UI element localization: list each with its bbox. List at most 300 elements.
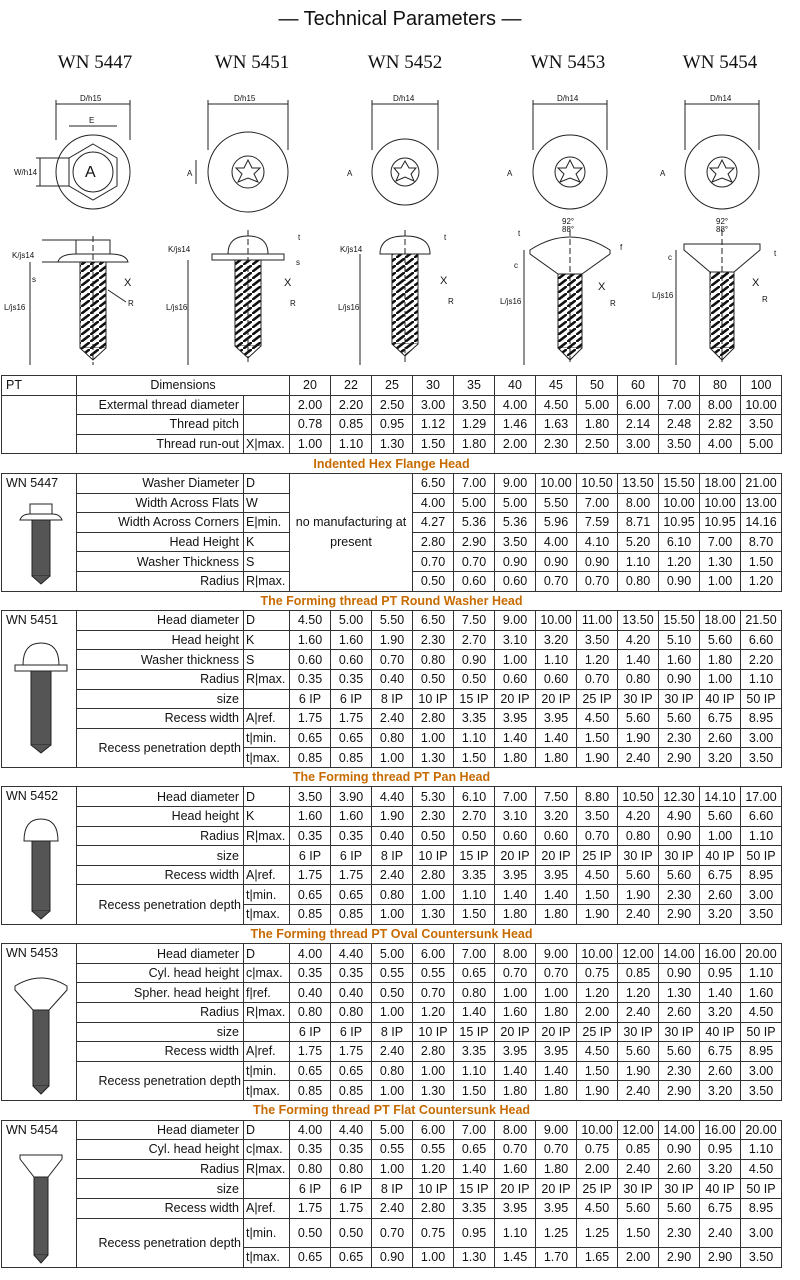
value-cell: 4.40 [331, 944, 372, 964]
value-cell: 0.90 [659, 826, 700, 846]
value-cell: 3.00 [741, 1218, 782, 1247]
table-row [2, 689, 782, 709]
drawing-wn5451 [166, 94, 301, 365]
value-cell: 2.40 [618, 905, 659, 925]
value-cell: 50 IP [741, 1179, 782, 1199]
spec-table [1, 375, 782, 1268]
value-cell: 0.80 [372, 728, 413, 748]
value-cell: 2.30 [536, 434, 577, 454]
row-label: Radius [77, 1003, 244, 1023]
value-cell: 8.95 [741, 865, 782, 885]
value-cell: 20 IP [536, 846, 577, 866]
value-cell: 1.50 [454, 905, 495, 925]
value-cell: 3.95 [495, 1042, 536, 1062]
row-symbol: K [244, 630, 290, 650]
standard-cell [2, 473, 77, 591]
value-cell: 0.50 [413, 669, 454, 689]
row-symbol: R|max. [244, 826, 290, 846]
value-cell: 3.20 [700, 1003, 741, 1023]
value-cell: 20 IP [495, 1179, 536, 1199]
value-cell: 0.65 [331, 1247, 372, 1267]
standard-cell [2, 611, 77, 768]
value-cell: 15 IP [454, 689, 495, 709]
value-cell: 2.00 [577, 1003, 618, 1023]
row-label: Head diameter [77, 787, 244, 807]
value-cell: 0.80 [413, 650, 454, 670]
row-label: Thread pitch [77, 415, 244, 435]
value-cell: 3.50 [741, 748, 782, 768]
row-symbol: K [244, 532, 290, 552]
value-cell: 1.75 [290, 1198, 331, 1218]
value-cell: 50 IP [741, 1022, 782, 1042]
value-cell: 0.60 [495, 669, 536, 689]
row-label: Recess penetration depth [77, 728, 244, 767]
value-cell: 4.27 [413, 513, 454, 533]
header-size-cell: 60 [618, 376, 659, 396]
row-symbol [244, 415, 290, 435]
value-cell: 0.35 [331, 963, 372, 983]
row-symbol: A|ref. [244, 1198, 290, 1218]
value-cell: 10.95 [659, 513, 700, 533]
row-symbol: t|min. [244, 885, 290, 905]
value-cell: 7.00 [454, 473, 495, 493]
value-cell: 4.00 [495, 395, 536, 415]
value-cell: 1.10 [454, 728, 495, 748]
value-cell: 0.60 [495, 826, 536, 846]
drawing-wn5447 [4, 94, 134, 365]
value-cell: 0.85 [290, 1081, 331, 1101]
label-x: X [124, 277, 132, 289]
value-cell: 6 IP [290, 1022, 331, 1042]
row-label: size [77, 846, 244, 866]
value-cell: 4.90 [659, 807, 700, 827]
value-cell: 7.00 [659, 395, 700, 415]
value-cell: 5.60 [659, 1198, 700, 1218]
value-cell: 1.60 [290, 630, 331, 650]
label-l-js16-5453: L/js16 [500, 297, 522, 306]
value-cell: 5.00 [372, 1120, 413, 1140]
value-cell: 1.10 [454, 885, 495, 905]
value-cell: 0.70 [577, 669, 618, 689]
value-cell: 1.00 [700, 826, 741, 846]
value-cell: 6.00 [413, 1120, 454, 1140]
value-cell: 13.50 [618, 473, 659, 493]
value-cell: 1.00 [413, 1061, 454, 1081]
value-cell: 0.95 [454, 1218, 495, 1247]
value-cell: 1.60 [741, 983, 782, 1003]
value-cell: 0.65 [290, 728, 331, 748]
standard-cell [2, 1120, 77, 1267]
row-symbol: R|max. [244, 669, 290, 689]
value-cell: 3.95 [536, 1198, 577, 1218]
value-cell: 1.90 [372, 630, 413, 650]
row-label: Radius [77, 826, 244, 846]
value-cell: 6.75 [700, 1042, 741, 1062]
label-d-h14-5454: D/h14 [710, 94, 732, 103]
row-label: Recess width [77, 1042, 244, 1062]
standard-label-wn5447: WN 5447 [57, 52, 133, 73]
value-cell: 1.20 [741, 571, 782, 591]
standard-label-wn5454: WN 5454 [682, 52, 758, 73]
value-cell: 0.70 [577, 571, 618, 591]
table-row [2, 415, 782, 435]
value-cell: 1.60 [331, 630, 372, 650]
value-cell: 50 IP [741, 846, 782, 866]
value-cell: 1.75 [331, 865, 372, 885]
value-cell: 30 IP [659, 846, 700, 866]
value-cell: 2.00 [495, 434, 536, 454]
value-cell: 7.00 [577, 493, 618, 513]
label-l-js16-5454: L/js16 [652, 291, 674, 300]
value-cell: 6.60 [741, 807, 782, 827]
label-t-5451: t [298, 233, 301, 242]
value-cell: 5.00 [495, 493, 536, 513]
value-cell: 10.95 [700, 513, 741, 533]
value-cell: 1.60 [331, 807, 372, 827]
header-size-cell: 100 [741, 376, 782, 396]
value-cell: 1.00 [495, 983, 536, 1003]
value-cell: 5.36 [495, 513, 536, 533]
value-cell: 10.00 [577, 944, 618, 964]
header-size-cell: 70 [659, 376, 700, 396]
value-cell: 2.60 [700, 728, 741, 748]
value-cell: 5.10 [659, 630, 700, 650]
value-cell: 0.65 [454, 1140, 495, 1160]
label-w-h14: W/h14 [14, 168, 38, 177]
header-size-cell: 30 [413, 376, 454, 396]
table-row [2, 473, 782, 493]
value-cell: 1.40 [700, 983, 741, 1003]
label-92-5454: 92° [716, 217, 729, 226]
value-cell: 0.70 [536, 1140, 577, 1160]
value-cell: 0.90 [659, 669, 700, 689]
value-cell: 5.00 [372, 944, 413, 964]
value-cell: 1.29 [454, 415, 495, 435]
value-cell: 10.00 [741, 395, 782, 415]
value-cell: 1.50 [454, 1081, 495, 1101]
value-cell: 1.20 [659, 552, 700, 572]
label-l-js16-5451: L/js16 [166, 303, 188, 312]
value-cell: 10.50 [618, 787, 659, 807]
label-d-h14-5452: D/h14 [393, 94, 415, 103]
value-cell: 0.80 [454, 983, 495, 1003]
table-row [2, 434, 782, 454]
table-row [2, 1218, 782, 1247]
value-cell: 0.40 [372, 826, 413, 846]
label-x-5454: X [752, 277, 760, 289]
screw-thumbnail [6, 811, 76, 923]
value-cell: 0.90 [372, 1247, 413, 1267]
value-cell: 2.50 [372, 395, 413, 415]
value-cell: 2.30 [659, 885, 700, 905]
value-cell: 0.80 [372, 885, 413, 905]
value-cell: 4.10 [577, 532, 618, 552]
value-cell: 3.20 [700, 748, 741, 768]
value-cell: 0.95 [700, 1140, 741, 1160]
value-cell: 9.00 [536, 944, 577, 964]
value-cell: 1.40 [495, 728, 536, 748]
label-d-h14-5453: D/h14 [557, 94, 579, 103]
label-x-5453: X [598, 281, 606, 293]
section-title-row [2, 454, 782, 474]
table-row [2, 669, 782, 689]
value-cell: 6.00 [413, 944, 454, 964]
value-cell: 0.35 [331, 1140, 372, 1160]
value-cell: 0.90 [536, 552, 577, 572]
value-cell: 3.50 [741, 1081, 782, 1101]
label-r-5451: R [290, 299, 296, 308]
value-cell: 5.60 [700, 630, 741, 650]
value-cell: 1.10 [618, 552, 659, 572]
label-a-5454: A [660, 169, 666, 178]
value-cell: 1.00 [413, 728, 454, 748]
table-row [2, 395, 782, 415]
label-a-5453: A [507, 169, 513, 178]
value-cell: 10 IP [413, 689, 454, 709]
row-symbol: R|max. [244, 1003, 290, 1023]
screw-thumbnail [6, 968, 76, 1098]
value-cell: 0.70 [372, 1218, 413, 1247]
svg-text:A: A [85, 164, 96, 181]
label-e: E [89, 116, 95, 125]
value-cell: 3.95 [536, 709, 577, 729]
row-label: size [77, 689, 244, 709]
value-cell: 2.90 [659, 1081, 700, 1101]
value-cell: 4.50 [741, 1159, 782, 1179]
row-label: Recess penetration depth [77, 1061, 244, 1100]
value-cell: 0.35 [331, 669, 372, 689]
value-cell: 2.82 [700, 415, 741, 435]
value-cell: 2.80 [413, 865, 454, 885]
value-cell: 5.20 [618, 532, 659, 552]
standard-code: WN 5453 [6, 946, 59, 961]
screw-thumbnail [6, 1145, 76, 1267]
value-cell: 3.35 [454, 709, 495, 729]
section-title-row [2, 1100, 782, 1120]
value-cell: 1.30 [413, 1081, 454, 1101]
value-cell: 14.00 [659, 944, 700, 964]
value-cell: 20 IP [495, 1022, 536, 1042]
label-l-js16: L/js16 [4, 303, 26, 312]
table-row [2, 1003, 782, 1023]
value-cell: 6.50 [413, 611, 454, 631]
value-cell: 3.95 [495, 1198, 536, 1218]
row-symbol: R|max. [244, 1159, 290, 1179]
label-l-js16-5452: L/js16 [338, 303, 360, 312]
row-symbol: t|max. [244, 905, 290, 925]
value-cell: 0.70 [536, 571, 577, 591]
label-k-js14-5452: K/js14 [340, 245, 363, 254]
value-cell: 0.70 [577, 826, 618, 846]
value-cell: 0.70 [372, 650, 413, 670]
value-cell: 1.60 [290, 807, 331, 827]
value-cell: 2.60 [659, 1159, 700, 1179]
value-cell: 3.50 [741, 905, 782, 925]
value-cell: 1.20 [413, 1003, 454, 1023]
row-label: Extermal thread diameter [77, 395, 244, 415]
value-cell: 0.85 [331, 1081, 372, 1101]
label-d-h15: D/h15 [80, 94, 102, 103]
row-label: Spher. head height [77, 983, 244, 1003]
value-cell: 5.60 [659, 709, 700, 729]
row-symbol: t|max. [244, 748, 290, 768]
standard-label-wn5452: WN 5452 [367, 52, 443, 73]
value-cell: 1.20 [413, 1159, 454, 1179]
value-cell: 0.40 [331, 983, 372, 1003]
row-label: Cyl. head height [77, 963, 244, 983]
value-cell: 21.00 [741, 473, 782, 493]
value-cell: 0.35 [290, 826, 331, 846]
value-cell: 4.00 [536, 532, 577, 552]
value-cell: 1.50 [454, 748, 495, 768]
value-cell: 1.30 [454, 1247, 495, 1267]
value-cell: 6 IP [331, 1179, 372, 1199]
value-cell: 0.80 [331, 1159, 372, 1179]
row-label: Width Across Flats [77, 493, 244, 513]
value-cell: 20 IP [495, 689, 536, 709]
value-cell: 0.70 [413, 552, 454, 572]
value-cell: 25 IP [577, 689, 618, 709]
value-cell: 5.00 [331, 611, 372, 631]
row-label: Radius [77, 571, 244, 591]
row-label: Head diameter [77, 611, 244, 631]
value-cell: 0.35 [290, 963, 331, 983]
value-cell: 0.80 [331, 1003, 372, 1023]
value-cell: 20.00 [741, 944, 782, 964]
label-k-js14: K/js14 [12, 251, 35, 260]
value-cell: 4.00 [290, 944, 331, 964]
row-label: Recess width [77, 1198, 244, 1218]
value-cell: 1.63 [536, 415, 577, 435]
value-cell: 1.90 [618, 728, 659, 748]
value-cell: 6.00 [618, 395, 659, 415]
value-cell: 1.00 [700, 571, 741, 591]
spec-table-body [2, 376, 782, 1268]
value-cell: 15 IP [454, 846, 495, 866]
label-c-5454: c [668, 253, 672, 262]
label-x-5451: X [284, 277, 292, 289]
value-cell: 5.60 [618, 709, 659, 729]
value-cell: 0.35 [290, 1140, 331, 1160]
label-r-5452: R [448, 297, 454, 306]
value-cell: 5.00 [741, 434, 782, 454]
value-cell: 12.00 [618, 944, 659, 964]
pt-cell [2, 395, 77, 454]
value-cell: 0.40 [372, 669, 413, 689]
value-cell: 2.50 [577, 434, 618, 454]
value-cell: 0.65 [331, 885, 372, 905]
value-cell: 0.75 [577, 1140, 618, 1160]
value-cell: 5.60 [618, 1042, 659, 1062]
row-symbol: S [244, 552, 290, 572]
section-title-row [2, 924, 782, 944]
table-row [2, 1198, 782, 1218]
value-cell: 1.80 [536, 748, 577, 768]
value-cell: 0.75 [413, 1218, 454, 1247]
value-cell: 2.60 [700, 885, 741, 905]
value-cell: 1.00 [413, 1247, 454, 1267]
value-cell: 0.85 [331, 415, 372, 435]
row-symbol: c|max. [244, 963, 290, 983]
value-cell: 2.30 [659, 728, 700, 748]
row-symbol: W [244, 493, 290, 513]
value-cell: 0.85 [618, 963, 659, 983]
value-cell: 1.10 [536, 650, 577, 670]
row-symbol: K [244, 807, 290, 827]
value-cell: 12.00 [618, 1120, 659, 1140]
value-cell: 0.60 [454, 571, 495, 591]
value-cell: 1.75 [331, 1042, 372, 1062]
value-cell: 1.10 [331, 434, 372, 454]
row-symbol: D [244, 473, 290, 493]
value-cell: 2.40 [700, 1218, 741, 1247]
value-cell: 25 IP [577, 1179, 618, 1199]
value-cell: 3.50 [741, 415, 782, 435]
standard-code: WN 5447 [6, 475, 59, 490]
value-cell: 1.00 [372, 1003, 413, 1023]
value-cell: 2.14 [618, 415, 659, 435]
row-symbol: t|max. [244, 1081, 290, 1101]
value-cell: 1.00 [372, 1159, 413, 1179]
value-cell: 3.10 [495, 807, 536, 827]
row-symbol [244, 689, 290, 709]
value-cell: 6.60 [741, 630, 782, 650]
header-size-cell: 80 [700, 376, 741, 396]
value-cell: 0.55 [413, 963, 454, 983]
value-cell: 0.50 [372, 983, 413, 1003]
value-cell: 1.80 [454, 434, 495, 454]
value-cell: 1.50 [577, 1061, 618, 1081]
label-f-5453: f [620, 243, 623, 252]
value-cell: 8.71 [618, 513, 659, 533]
value-cell: 1.60 [495, 1159, 536, 1179]
value-cell: 2.20 [331, 395, 372, 415]
value-cell: 1.40 [618, 650, 659, 670]
value-cell: 4.40 [372, 787, 413, 807]
value-cell: 1.90 [618, 1061, 659, 1081]
value-cell: 1.40 [536, 728, 577, 748]
value-cell: 0.55 [372, 963, 413, 983]
value-cell: 5.36 [454, 513, 495, 533]
value-cell: 4.50 [741, 1003, 782, 1023]
value-cell: 13.50 [618, 611, 659, 631]
value-cell: 0.80 [618, 669, 659, 689]
value-cell: 1.80 [536, 1159, 577, 1179]
value-cell: 12.30 [659, 787, 700, 807]
value-cell: 0.80 [618, 826, 659, 846]
header-pt: PT [2, 376, 77, 396]
value-cell: 0.80 [290, 1159, 331, 1179]
value-cell: 2.00 [290, 395, 331, 415]
value-cell: 1.46 [495, 415, 536, 435]
value-cell: 8.95 [741, 709, 782, 729]
row-symbol: c|max. [244, 1140, 290, 1160]
value-cell: 0.75 [577, 963, 618, 983]
value-cell: 1.60 [659, 650, 700, 670]
value-cell: 3.00 [741, 885, 782, 905]
value-cell: 3.20 [700, 1081, 741, 1101]
value-cell: 10 IP [413, 1022, 454, 1042]
value-cell: 18.00 [700, 611, 741, 631]
value-cell: 1.80 [495, 1081, 536, 1101]
value-cell: 8.00 [495, 1120, 536, 1140]
value-cell: 15 IP [454, 1179, 495, 1199]
header-size-cell: 50 [577, 376, 618, 396]
value-cell: 0.40 [290, 983, 331, 1003]
value-cell: 1.75 [290, 1042, 331, 1062]
value-cell: 4.00 [700, 434, 741, 454]
table-row [2, 807, 782, 827]
